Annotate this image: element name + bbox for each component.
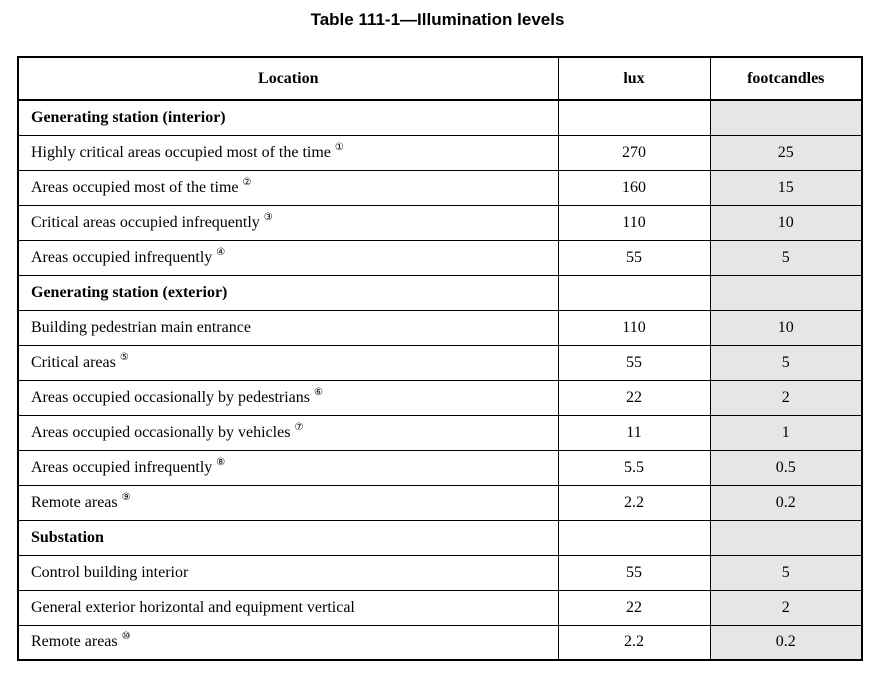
table-row — [18, 415, 862, 450]
footcandles-cell — [710, 100, 862, 135]
footcandles-cell: 5 — [710, 345, 862, 380]
location-cell — [18, 520, 558, 555]
table-row — [18, 240, 862, 275]
footnote-marker: ④ — [216, 246, 226, 258]
footcandles-cell — [710, 520, 862, 555]
table-row — [18, 625, 862, 660]
location-cell — [18, 590, 558, 625]
table-row — [18, 590, 862, 625]
footcandles-cell: 25 — [710, 135, 862, 170]
footnote-marker: ① — [334, 141, 344, 153]
illumination-table — [17, 56, 863, 661]
lux-cell: 270 — [558, 135, 710, 170]
table-row — [18, 135, 862, 170]
location-cell — [18, 205, 558, 240]
location-cell — [18, 310, 558, 345]
footnote-marker: ⑥ — [314, 386, 323, 398]
footnote-marker: ⑧ — [216, 456, 226, 468]
location-text: Remote areas — [31, 633, 118, 651]
location-text: Critical areas — [31, 353, 116, 371]
table-row — [18, 380, 862, 415]
location-text: General exterior horizontal and equipment vertical — [31, 598, 355, 616]
footcandles-cell: 5 — [710, 240, 862, 275]
table-row — [18, 555, 862, 590]
location-cell — [18, 345, 558, 380]
location-text: Remote areas — [31, 493, 118, 511]
lux-cell — [558, 520, 710, 555]
location-text: Generating station (exterior) — [31, 283, 228, 301]
lux-cell: 2.2 — [558, 625, 710, 660]
footnote-marker: ⑦ — [294, 421, 304, 433]
lux-cell: 55 — [558, 555, 710, 590]
footnote-marker: ⑤ — [119, 351, 129, 363]
section-row — [18, 275, 862, 310]
location-cell — [18, 275, 558, 310]
footcandles-cell: 5 — [710, 555, 862, 590]
footnote-marker: ③ — [263, 211, 273, 223]
location-cell — [18, 415, 558, 450]
footnote-marker: ⑩ — [121, 631, 131, 643]
lux-cell: 110 — [558, 310, 710, 345]
footnote-marker: ② — [242, 176, 252, 188]
table-row — [18, 485, 862, 520]
lux-cell: 5.5 — [558, 450, 710, 485]
footcandles-cell: 2 — [710, 590, 862, 625]
footcandles-cell: 2 — [710, 380, 862, 415]
lux-cell: 160 — [558, 170, 710, 205]
footcandles-cell: 0.5 — [710, 450, 862, 485]
footcandles-cell: 15 — [710, 170, 862, 205]
location-cell — [18, 170, 558, 205]
location-text: Substation — [31, 528, 104, 546]
lux-cell: 110 — [558, 205, 710, 240]
lux-cell: 22 — [558, 380, 710, 415]
footcandles-cell: 1 — [710, 415, 862, 450]
footcandles-cell — [710, 275, 862, 310]
header-lux: lux — [558, 57, 710, 100]
location-cell — [18, 240, 558, 275]
location-cell — [18, 380, 558, 415]
footcandles-cell: 0.2 — [710, 485, 862, 520]
header-row — [18, 57, 862, 100]
section-row — [18, 520, 862, 555]
lux-cell: 2.2 — [558, 485, 710, 520]
location-cell — [18, 100, 558, 135]
location-text: Building pedestrian main entrance — [31, 318, 251, 336]
header-footcandles: footcandles — [710, 57, 862, 100]
location-text: Areas occupied occasionally by vehicles — [31, 423, 291, 441]
footcandles-cell: 10 — [710, 205, 862, 240]
table-caption: Table 111-1—Illumination levels — [310, 10, 565, 29]
location-text: Areas occupied infrequently — [31, 248, 213, 266]
section-row — [18, 100, 862, 135]
footcandles-cell: 0.2 — [710, 625, 862, 660]
table-row — [18, 450, 862, 485]
location-cell — [18, 555, 558, 590]
location-text: Highly critical areas occupied most of the time — [31, 143, 331, 161]
location-text: Areas occupied occasionally by pedestrians — [31, 388, 311, 406]
location-text: Areas occupied infrequently — [31, 458, 213, 476]
table-row — [18, 310, 862, 345]
location-text: Control building interior — [31, 563, 189, 581]
location-cell — [18, 450, 558, 485]
location-cell — [18, 485, 558, 520]
location-text: Generating station (interior) — [31, 108, 226, 126]
location-cell — [18, 625, 558, 660]
location-text: Critical areas occupied infrequently — [31, 213, 260, 231]
footnote-marker: ⑨ — [121, 491, 131, 503]
table-row — [18, 170, 862, 205]
lux-cell: 22 — [558, 590, 710, 625]
lux-cell — [558, 275, 710, 310]
header-location: Location — [18, 57, 558, 100]
lux-cell: 55 — [558, 345, 710, 380]
lux-cell — [558, 100, 710, 135]
lux-cell: 55 — [558, 240, 710, 275]
table-row — [18, 205, 862, 240]
location-cell — [18, 135, 558, 170]
lux-cell: 11 — [558, 415, 710, 450]
location-text: Areas occupied most of the time — [31, 178, 239, 196]
table-row — [18, 345, 862, 380]
footcandles-cell: 10 — [710, 310, 862, 345]
table-container — [17, 56, 863, 661]
